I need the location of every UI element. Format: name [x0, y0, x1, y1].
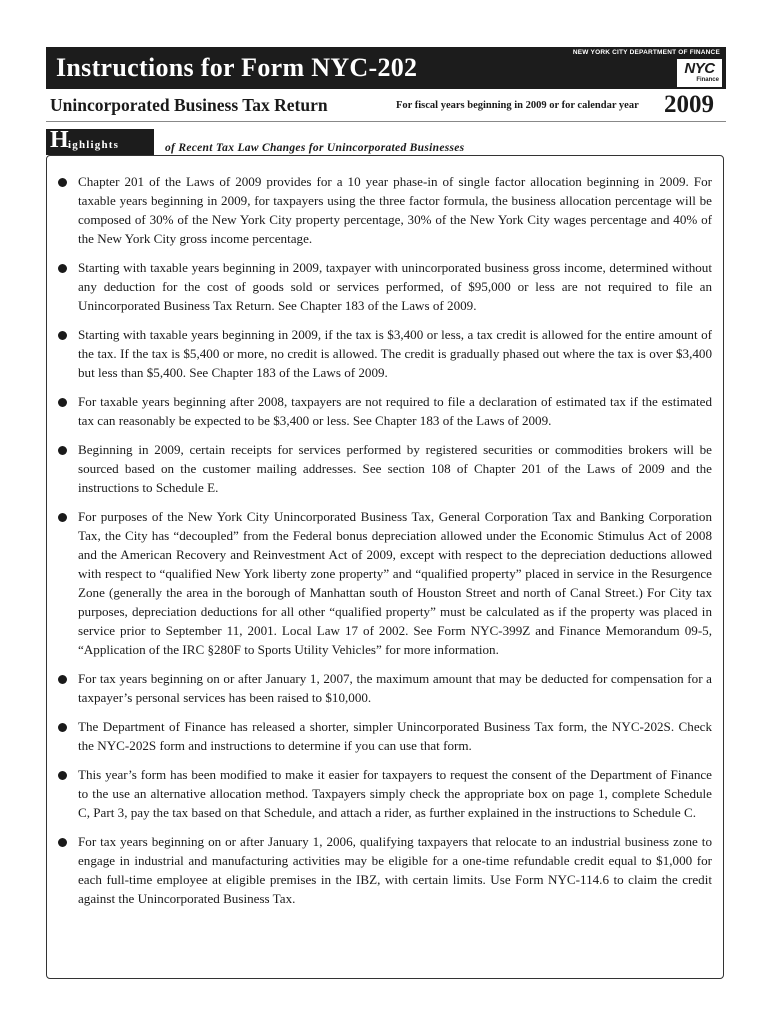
form-subtitle: Unincorporated Business Tax Return [50, 95, 328, 115]
highlights-caption: of Recent Tax Law Changes for Unincorporated Businesses [165, 142, 465, 154]
header-bar [46, 47, 726, 89]
list-item [56, 669, 712, 707]
divider [46, 121, 726, 122]
item-text: For purposes of the New York City Unincorporated Business Tax, General Corporation Tax and Banking Corporation Tax, the City has “decoupled” from the Federal bonus depreciation allowed under the Economic Stimulus Act of 2008 and the American Recovery and Reinvestment Act of 2009, except with respect to the depreciation deductions allowed with respect to “qualified New York liberty zone property” and “qualified property” placed in service in the Resurgence Zone (generally the area in the borough of Manhattan south of Houston Street and north of Canal Street.) For City tax purposes, depreciation deductions for all other “qualified property” must be calculated as if the property was placed in service prior to September 11, 2001. Local Law 17 of 2002. See Form NYC-399Z and Finance Memorandum 09-5, “Application of the IRC §280F to Sports Utility Vehicles” for more information. [78, 509, 712, 657]
highlights-rest: ighlights [68, 139, 120, 151]
nyc-finance-logo [677, 59, 722, 87]
list-item [56, 717, 712, 755]
list-item [56, 392, 712, 430]
bullet-icon [58, 771, 67, 780]
logo-subtext: Finance [696, 77, 719, 83]
list-item [56, 258, 712, 315]
list-item [56, 507, 712, 659]
highlights-label [46, 129, 154, 155]
department-label: NEW YORK CITY DEPARTMENT OF FINANCE [572, 49, 720, 56]
bullet-icon [58, 838, 67, 847]
logo-text: NYC [684, 60, 715, 77]
tax-year: 2009 [664, 91, 714, 118]
item-text: For taxable years beginning after 2008, taxpayers are not required to file a declaration of estimated tax if the estimated tax can reasonably be expected to be $3,400 or less. See Chapter 183 of the Laws of 2009. [78, 394, 712, 428]
item-text: This year’s form has been modified to make it easier for taxpayers to request the consent of the Department of Finance to the use an alternative allocation method. Taxpayers simply check the appropriate box on page 1, complete Schedule C, Part 3, pay the tax based on that Schedule, and attach a rider, as further explained in the instructions to Schedule C. [78, 767, 712, 820]
item-text: Starting with taxable years beginning in 2009, taxpayer with unincorporated business gross income, determined without any deduction for the cost of goods sold or services performed, of $95,000 or less are not required to file an Unincorporated Business Tax Return. See Chapter 183 of the Laws of 2009. [78, 260, 712, 313]
list-item [56, 325, 712, 382]
list-item [56, 832, 712, 908]
item-text: Beginning in 2009, certain receipts for services performed by registered securities or commodities brokers will be sourced based on the customer mailing addresses. See section 108 of Chapter 201 of the Laws of 2009 and the instructions to Schedule E. [78, 442, 712, 495]
highlights-list [56, 172, 712, 918]
bullet-icon [58, 331, 67, 340]
subheader [50, 91, 726, 121]
fiscal-year-note: For fiscal years beginning in 2009 or for calendar year [396, 100, 639, 111]
list-item [56, 765, 712, 822]
bullet-icon [58, 675, 67, 684]
bullet-icon [58, 398, 67, 407]
bullet-icon [58, 723, 67, 732]
item-text: Starting with taxable years beginning in 2009, if the tax is $3,400 or less, a tax credit is allowed for the entire amount of the tax. If the tax is $5,400 or more, no credit is allowed. The credit is gradually phased out where the tax is over $3,400 but less than $5,400. See Chapter 183 of the Laws of 2009. [78, 327, 712, 380]
bullet-icon [58, 446, 67, 455]
item-text: For tax years beginning on or after January 1, 2006, qualifying taxpayers that relocate to an industrial business zone to engage in industrial and manufacturing activities may be eligible for a one-time refundable credit equal to $1,000 for each full-time employee at eligible premises in the IBZ, with certain limits. Use Form NYC-114.6 to claim the credit against the Unincorporated Business Tax. [78, 834, 712, 906]
bullet-icon [58, 513, 67, 522]
bullet-icon [58, 264, 67, 273]
highlights-initial: H [50, 127, 69, 153]
bullet-icon [58, 178, 67, 187]
item-text: Chapter 201 of the Laws of 2009 provides for a 10 year phase-in of single factor allocation beginning in 2009. For taxable years beginning in 2009, for taxpayers using the three factor formula, the business allocation percentage will be composed of 30% of the New York City property percentage, 30% of the New York City wages percentage and 40% of the New York City gross income percentage. [78, 174, 712, 246]
item-text: The Department of Finance has released a shorter, simpler Unincorporated Business Tax form, the NYC-202S. Check the NYC-202S form and instructions to determine if you can use that form. [78, 719, 712, 753]
item-text: For tax years beginning on or after January 1, 2007, the maximum amount that may be deducted for compensation for a taxpayer’s personal services has been raised to $10,000. [78, 671, 712, 705]
list-item [56, 440, 712, 497]
page-title: Instructions for Form NYC-202 [56, 53, 418, 82]
list-item [56, 172, 712, 248]
